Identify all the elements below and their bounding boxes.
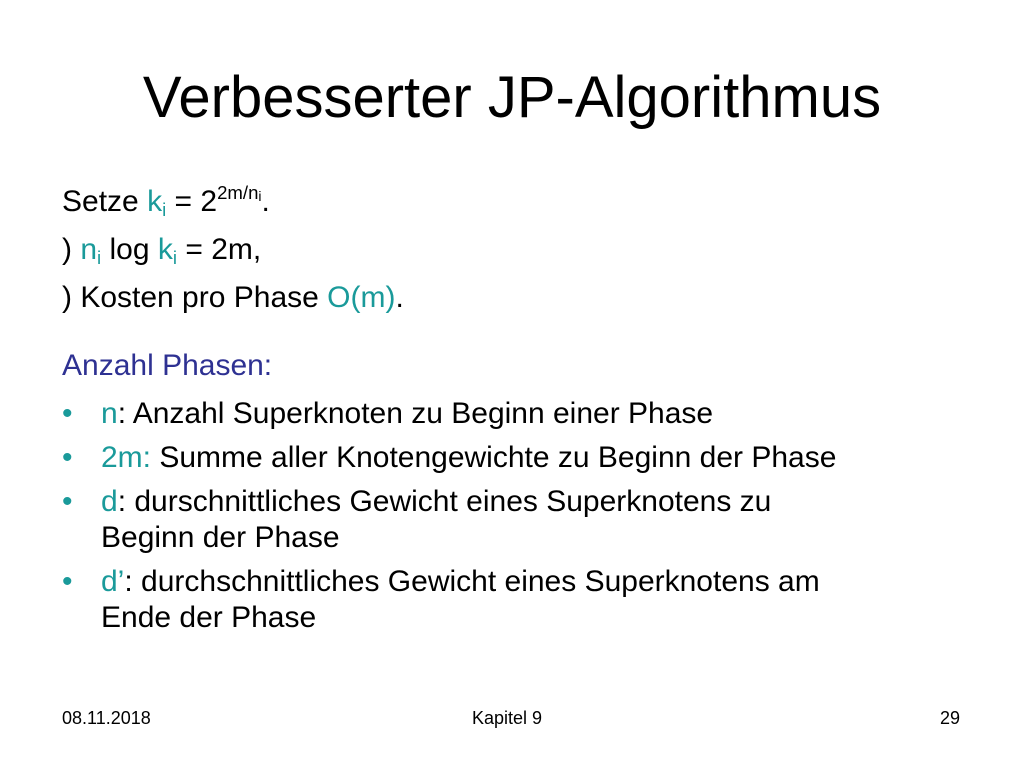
bullet-item: d’: durchschnittliches Gewicht eines Superknotens am Ende der Phase <box>101 565 820 634</box>
var-k: k <box>157 233 173 266</box>
slide-title: Verbesserter JP-Algorithmus <box>142 65 882 130</box>
exponent: 2m/ni <box>217 182 262 205</box>
footer-date: 08.11.2018 <box>62 708 151 728</box>
formula-line-2: ) $n_i$ $\log k_i = 2m$, <box>62 233 262 269</box>
section-heading: Anzahl Phasen: <box>62 349 273 382</box>
big-o-term: O(m) <box>327 281 396 314</box>
formula-line-1: Setze $k_i = 2^{2m/n_i}$. <box>62 182 270 221</box>
equals-two: = 2 <box>166 185 218 218</box>
bullet-item: n: Anzahl Superknoten zu Beginn einer Phase <box>101 397 714 430</box>
bullet-item: d: durschnittliches Gewicht eines Superknotens zu Beginn der Phase <box>101 485 772 554</box>
bullet-item: 2m: Summe aller Knotengewichte zu Beginn der Phase <box>101 441 837 474</box>
var-k: k <box>147 185 163 218</box>
footer-chapter: Kapitel 9 <box>472 708 543 728</box>
var-n: n <box>80 233 98 266</box>
bullet-icon: • <box>62 485 73 518</box>
setze-label: Setze <box>62 185 148 218</box>
formula-line-3: ) Kosten pro Phase O(m). <box>62 281 404 314</box>
footer-page-number: 29 <box>940 708 961 728</box>
bullet-icon: • <box>62 565 73 598</box>
subscript-i: i <box>162 199 167 221</box>
implies-symbol: ) <box>62 233 81 266</box>
bullet-icon: • <box>62 397 73 430</box>
bullet-icon: • <box>62 441 73 474</box>
